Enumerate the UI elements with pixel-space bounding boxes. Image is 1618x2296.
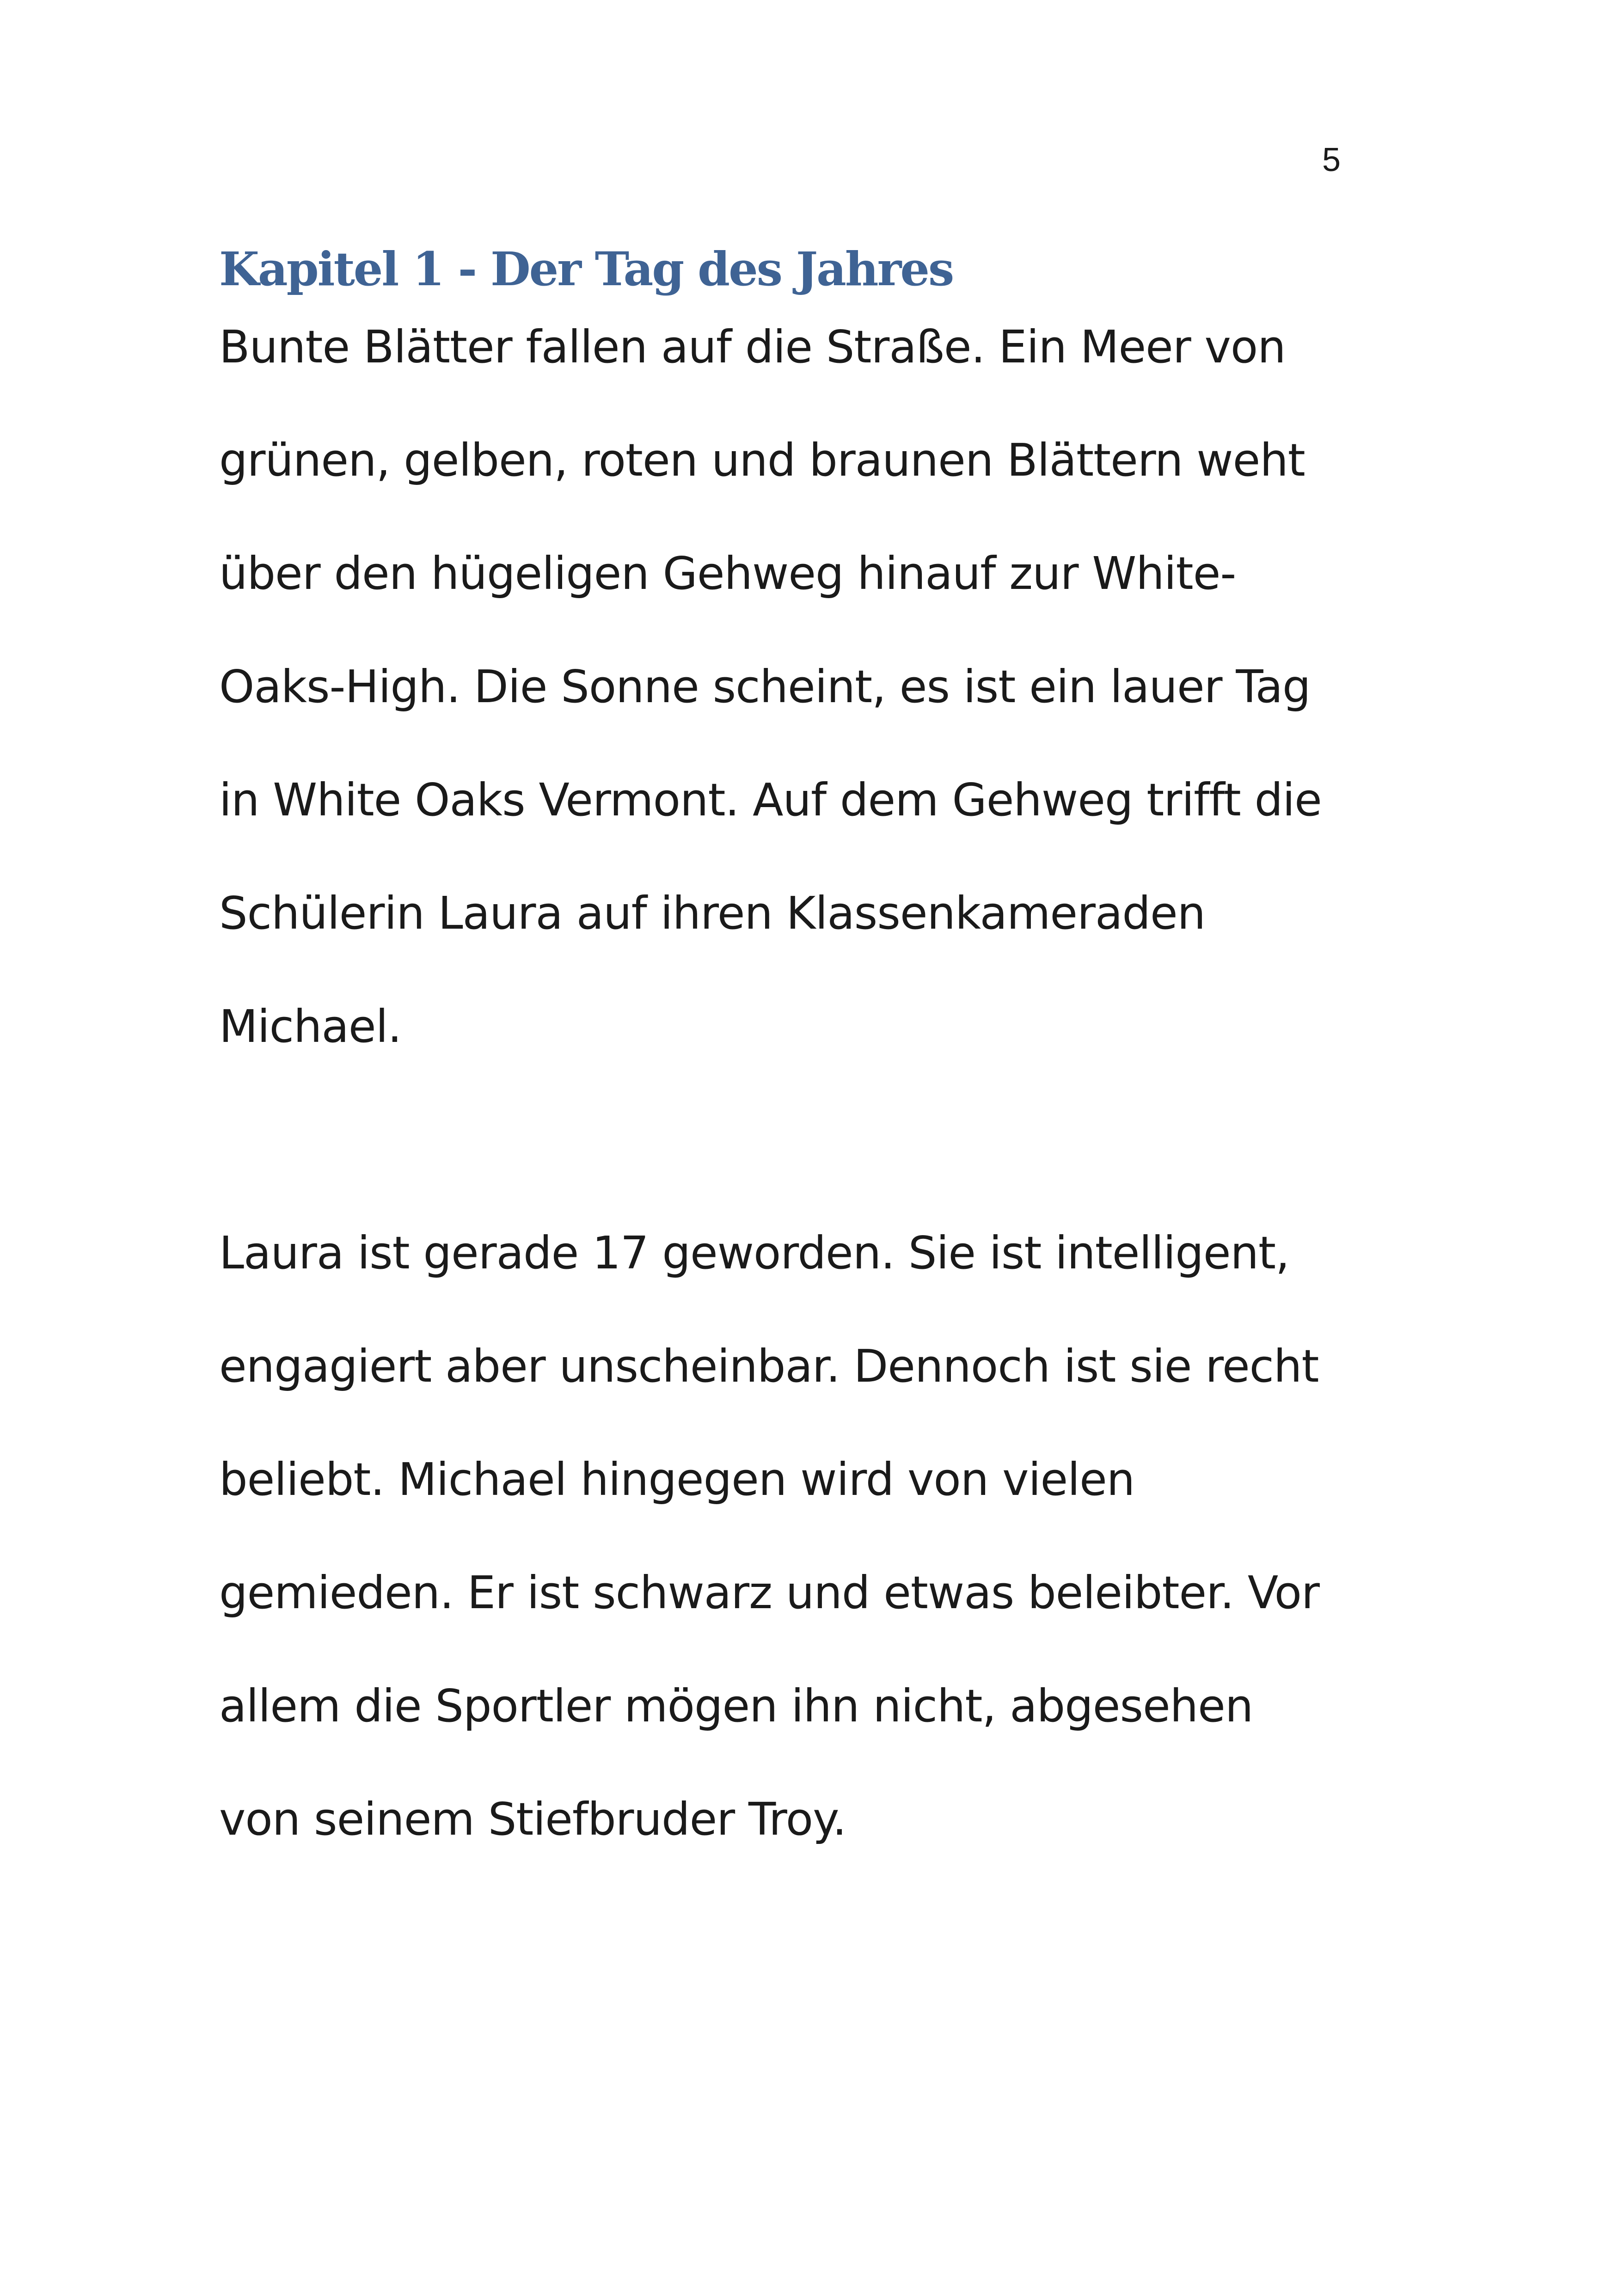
text-line: Laura ist gerade 17 geworden. Sie ist intelligent, xyxy=(219,1227,1289,1279)
text-line: in White Oaks Vermont. Auf dem Gehweg trifft die xyxy=(219,774,1322,826)
text-line: über den hügeligen Gehweg hinauf zur White- xyxy=(219,547,1236,600)
text-line: Schülerin Laura auf ihren Klassenkameraden xyxy=(219,887,1206,939)
page-number: 5 xyxy=(1322,141,1341,178)
text-line: beliebt. Michael hingegen wird von vielen xyxy=(219,1453,1135,1506)
text-line: grünen, gelben, roten und braunen Blättern weht xyxy=(219,434,1305,486)
chapter-heading: Kapitel 1 - Der Tag des Jahres xyxy=(219,242,953,296)
text-line: engagiert aber unscheinbar. Dennoch ist sie recht xyxy=(219,1340,1319,1392)
text-line: Oaks-High. Die Sonne scheint, es ist ein lauer Tag xyxy=(219,661,1311,713)
text-line: gemieden. Er ist schwarz und etwas beleibter. Vor xyxy=(219,1567,1319,1619)
text-line: allem die Sportler mögen ihn nicht, abgesehen xyxy=(219,1680,1253,1732)
text-line: Michael. xyxy=(219,1000,402,1053)
text-line: von seinem Stiefbruder Troy. xyxy=(219,1793,846,1845)
text-line: Bunte Blätter fallen auf die Straße. Ein Meer von xyxy=(219,321,1286,373)
